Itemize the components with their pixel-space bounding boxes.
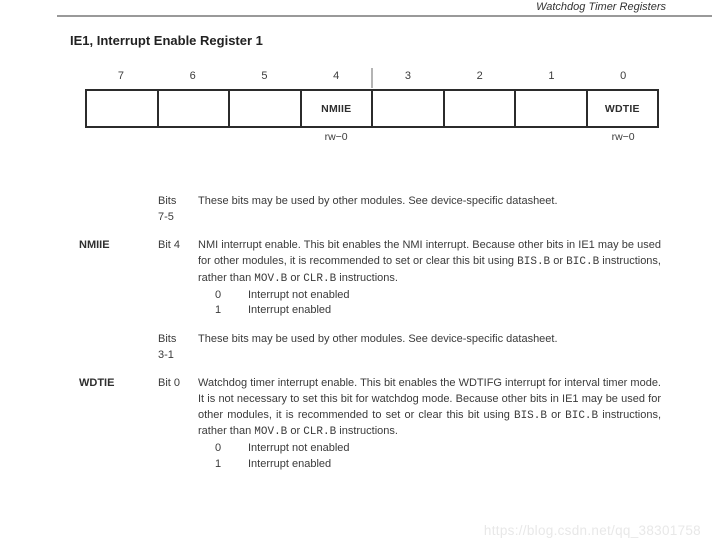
value-text: Interrupt not enabled	[248, 442, 350, 455]
field-bit-line: 3-1	[158, 348, 174, 361]
access-label	[444, 131, 516, 143]
field-bit-label	[158, 332, 198, 363]
value-text: Interrupt enabled	[248, 304, 332, 317]
description-text: These bits may be used by other modules. See device-specific datasheet.	[198, 195, 558, 207]
instruction-code: BIS.B	[513, 409, 547, 422]
value-code: 1	[215, 457, 222, 470]
bit-number: 4	[333, 70, 340, 82]
field-row	[79, 238, 661, 319]
access-label: rw−0	[324, 131, 348, 143]
register-cell	[445, 91, 517, 126]
register-cell-label: WDTIE	[604, 102, 640, 115]
running-header: Watchdog Timer Registers	[536, 1, 666, 13]
description-text: instructions.	[336, 425, 398, 438]
field-bit-label	[158, 376, 198, 472]
register-table	[85, 89, 659, 128]
description-text: or	[550, 255, 567, 268]
field-bit-line: Bits	[158, 332, 177, 345]
register-cell	[516, 91, 588, 126]
bit-number: 6	[189, 70, 196, 82]
description-text: instructions, rather than	[198, 408, 661, 438]
watermark: https://blog.csdn.net/qq_38301758	[483, 523, 701, 538]
description-text: NMI interrupt enable. This bit enables the NMI interrupt. Because other bits in IE1 may be used for other modules, it is recommended to set or clear this bit using	[198, 239, 661, 268]
field-row	[79, 194, 661, 225]
field-bit-label	[158, 238, 198, 319]
value-code: 0	[215, 288, 222, 301]
register-cell	[159, 91, 231, 126]
register-cell	[588, 91, 658, 126]
bit-number: 1	[548, 70, 555, 82]
register-cell	[373, 91, 445, 126]
instruction-code: MOV.B	[254, 272, 288, 285]
bit-number: 7	[117, 70, 124, 82]
value-row	[198, 457, 661, 473]
register-cell	[302, 91, 374, 126]
value-row	[198, 288, 661, 304]
access-label	[157, 131, 229, 143]
access-label	[516, 131, 588, 143]
field-name: NMIIE	[79, 239, 110, 252]
instruction-code: BIC.B	[565, 409, 599, 422]
field-row	[79, 376, 661, 472]
bit-number: 3	[404, 70, 411, 82]
register-cell	[87, 91, 159, 126]
field-bit-line: Bit 4	[158, 239, 181, 252]
access-label	[372, 131, 444, 143]
field-name	[79, 194, 158, 225]
field-description	[198, 332, 661, 348]
access-label	[85, 131, 157, 143]
value-text: Interrupt enabled	[248, 457, 332, 470]
field-name: WDTIE	[79, 377, 115, 390]
field-description	[198, 376, 661, 441]
instruction-code: BIC.B	[566, 256, 600, 269]
description-text: instructions, rather than	[198, 255, 661, 284]
bit-number: 2	[476, 70, 483, 82]
field-bit-label	[158, 194, 198, 225]
bit-number: 0	[620, 70, 627, 82]
description-text: or	[547, 408, 566, 421]
register-cell	[230, 91, 302, 126]
field-bit-line: Bit 0	[158, 377, 181, 390]
field-description-cell	[198, 332, 661, 363]
bit-number: 5	[261, 70, 268, 82]
header-rule	[57, 15, 712, 17]
instruction-code: CLR.B	[303, 426, 337, 439]
value-code: 1	[215, 304, 222, 317]
access-label	[229, 131, 301, 143]
field-description	[198, 238, 661, 287]
register-cell-label: NMIIE	[321, 102, 352, 115]
description-text: instructions.	[336, 271, 398, 284]
value-text: Interrupt not enabled	[248, 288, 350, 301]
instruction-code: MOV.B	[254, 426, 288, 439]
value-code: 0	[215, 442, 222, 455]
instruction-code: BIS.B	[517, 256, 551, 269]
description-text: or	[287, 425, 304, 438]
bit-field-descriptions	[79, 194, 661, 486]
value-row	[198, 303, 661, 319]
field-bit-line: 7-5	[158, 210, 174, 223]
field-name	[79, 332, 158, 363]
page-title: IE1, Interrupt Enable Register 1	[70, 33, 263, 48]
field-bit-line: Bits	[158, 195, 177, 207]
field-description	[198, 194, 661, 210]
access-type-row	[85, 131, 659, 143]
description-text: Watchdog timer interrupt enable. This bit enables the WDTIFG interrupt for interval timer mode. It is not necessary to set this bit for watchdog mode. Because other bits in IE1 may be used for other modules, it is recommended to set or clear this bit using	[198, 377, 661, 421]
description-text: or	[287, 271, 304, 284]
field-row	[79, 332, 661, 363]
field-description-cell	[198, 238, 661, 319]
field-description-cell	[198, 194, 661, 225]
instruction-code: CLR.B	[303, 272, 337, 285]
byte-boundary-tick	[371, 68, 373, 88]
access-label: rw−0	[611, 131, 635, 143]
description-text: These bits may be used by other modules. See device-specific datasheet.	[198, 332, 558, 345]
field-description-cell	[198, 376, 661, 472]
value-row	[198, 441, 661, 457]
